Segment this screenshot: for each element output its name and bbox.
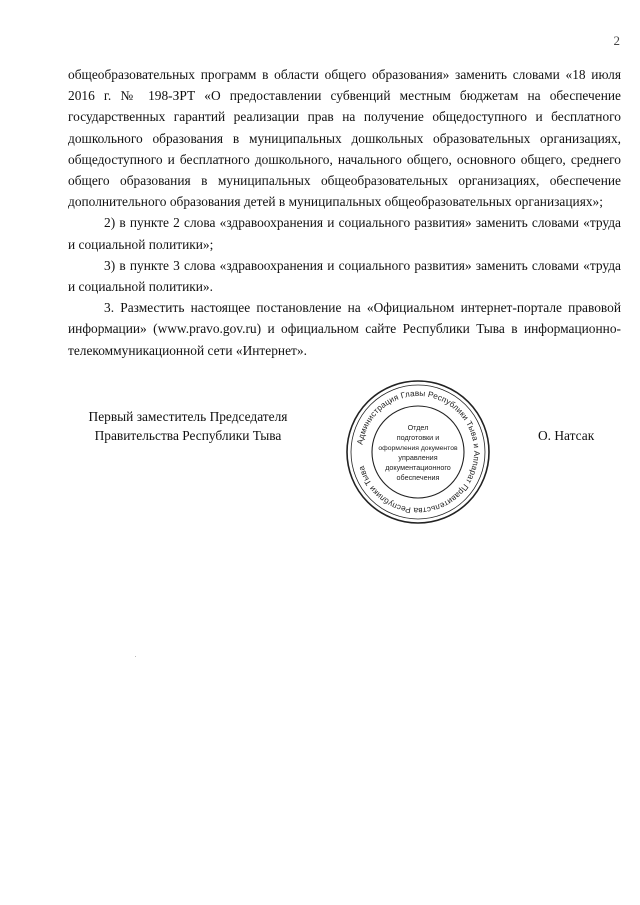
stamp-outer-ring bbox=[347, 381, 489, 523]
stamp-outer-inner-ring bbox=[351, 385, 485, 519]
official-seal-stamp bbox=[343, 378, 493, 526]
document-body bbox=[68, 64, 621, 361]
stamp-inner-ring bbox=[372, 406, 464, 498]
stamp-center-line: Отдел bbox=[407, 423, 429, 432]
paragraph-continuation: общеобразовательных программ в области общего образования» заменить словами «18 июля 2016 г. № 198-ЗРТ «О предоставлении субвенций местным бюджетам на обеспечение государственных гарантий реализации прав на получение общедоступного и бесплатного дошкольного образования в муниципальных дошкольных образовательных организациях, общедоступного и бесплатного дошкольного, начального общего, основного общего, среднего общего образования в муниципальных общеобразовательных организациях, обеспечение дополнительного образования детей в муниципальных общеобразовательных организациях»; bbox=[68, 67, 621, 210]
signatory-position-line-2: Правительства Республики Тыва bbox=[94, 428, 282, 443]
stamp-center-line: документационного bbox=[385, 463, 451, 472]
paragraph-publication: 3. Разместить настоящее постановление на «Официальном интернет-портале правовой информации» (www.pravo.gov.ru) и официальном сайте Республики Тыва в информационно-телекоммуникационной сети «Интернет». bbox=[68, 300, 621, 358]
stamp-center-text bbox=[378, 423, 458, 482]
stamp-center-line: подготовки и bbox=[396, 433, 440, 442]
signatory-position-line-1: Первый заместитель Председателя bbox=[88, 409, 288, 424]
page-number: 2 bbox=[613, 33, 620, 48]
stamp-center-line: управления bbox=[398, 453, 438, 462]
signatory-name: О. Натсак bbox=[538, 428, 595, 443]
paragraph-item-2: 2) в пункте 2 слова «здравоохранения и социального развития» заменить словами «труда и социальной политики»; bbox=[68, 215, 621, 252]
signatory-position bbox=[68, 407, 308, 445]
stamp-ring-text: Администрация Главы Республики Тыва и Аппарат Правительства Республики Тыва bbox=[355, 388, 482, 516]
stamp-center-line: обеспечения bbox=[396, 473, 440, 482]
stamp-center-line: оформления документов bbox=[378, 445, 458, 452]
paragraph-item-3: 3) в пункте 3 слова «здравоохранения и социального развития» заменить словами «труда и социальной политики». bbox=[68, 257, 621, 295]
scan-speck bbox=[135, 656, 136, 657]
